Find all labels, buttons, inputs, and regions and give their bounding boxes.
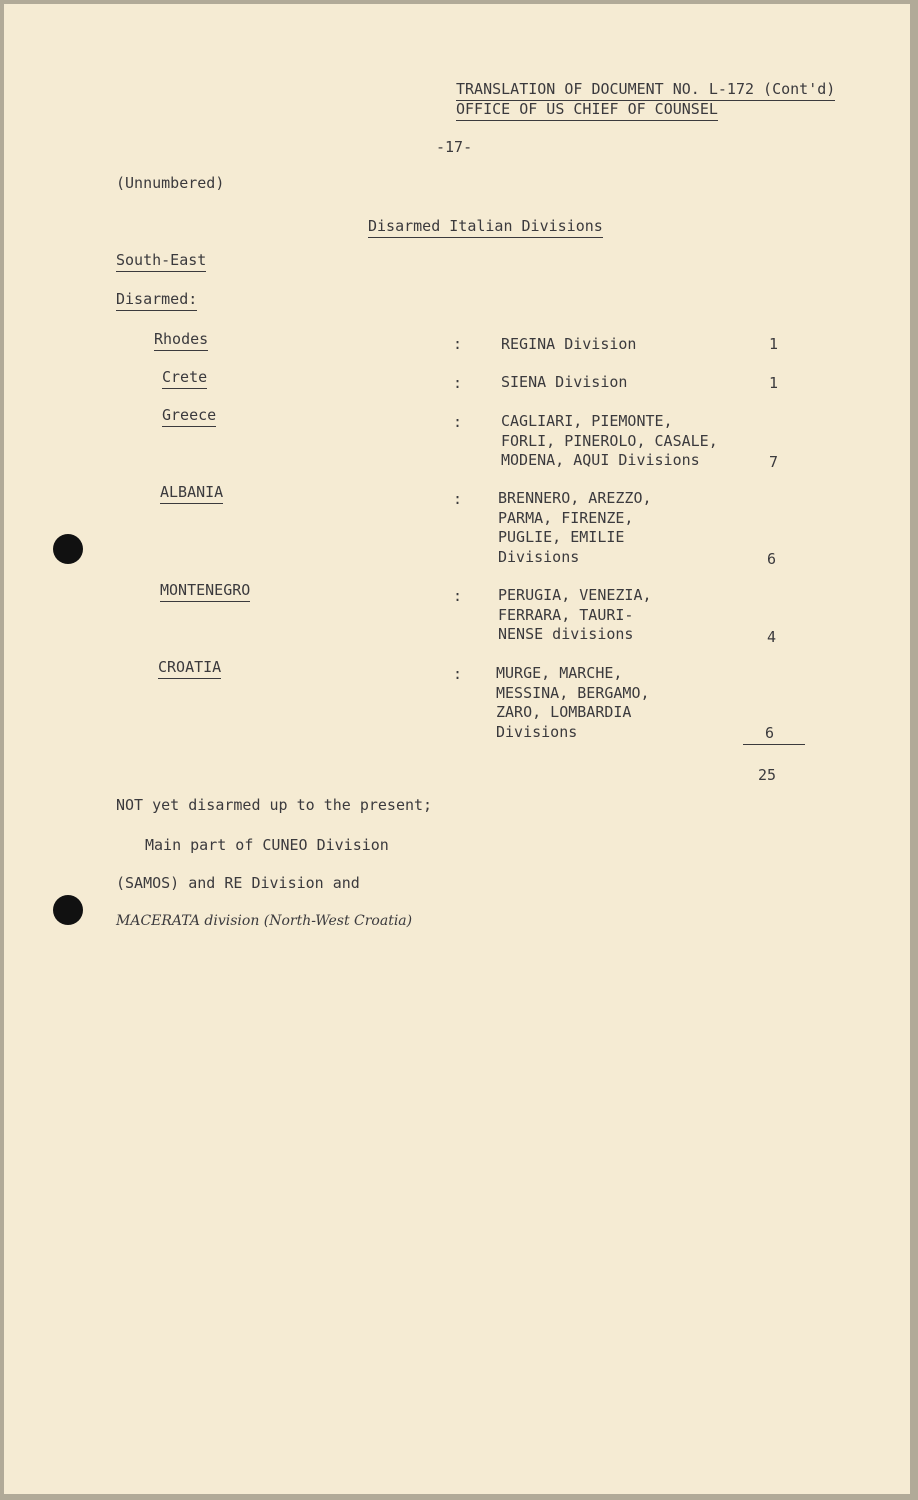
divisions-list: REGINA Division (501, 335, 637, 353)
divisions-list: SIENA Division (501, 373, 628, 391)
unnumbered-note: (Unnumbered) (116, 174, 225, 192)
colon-separator: : (453, 413, 463, 431)
divisions-list: CAGLIARI, PIEMONTE, FORLI, PINEROLO, CASALE, MODENA, AQUI Divisions (501, 412, 718, 469)
division-count: 6 (764, 724, 774, 742)
location-label: Rhodes (154, 330, 208, 351)
divisions-list: MURGE, MARCHE, MESSINA, BERGAMO, ZARO, LOMBARDIA Divisions (496, 664, 650, 741)
location-label: Crete (162, 368, 207, 389)
page-title: Disarmed Italian Divisions (368, 217, 603, 238)
not-disarmed-line: Main part of CUNEO Division (145, 836, 389, 854)
location-label: CROATIA (158, 658, 221, 679)
header-line-1: TRANSLATION OF DOCUMENT NO. L-172 (Cont'd) (456, 80, 835, 101)
sum-rule (743, 744, 805, 745)
punch-hole (53, 895, 83, 925)
location-label: ALBANIA (160, 483, 223, 504)
colon-separator: : (453, 665, 463, 683)
location-label: MONTENEGRO (160, 581, 250, 602)
header-line-2: OFFICE OF US CHIEF OF COUNSEL (456, 100, 718, 121)
divisions-list: PERUGIA, VENEZIA, FERRARA, TAURI- NENSE divisions (498, 586, 652, 643)
division-count: 1 (768, 374, 778, 392)
not-disarmed-line: (SAMOS) and RE Division and (116, 874, 360, 892)
colon-separator: : (453, 490, 463, 508)
division-count: 1 (768, 335, 778, 353)
punch-hole (53, 534, 83, 564)
document-page (4, 4, 910, 1494)
colon-separator: : (453, 374, 463, 392)
divisions-list: BRENNERO, AREZZO, PARMA, FIRENZE, PUGLIE, EMILIE Divisions (498, 489, 652, 566)
division-count: 7 (768, 453, 778, 471)
total-count: 25 (757, 766, 776, 784)
location-label: Greece (162, 406, 216, 427)
colon-separator: : (453, 335, 463, 353)
region-heading: South-East (116, 251, 206, 272)
division-count: 4 (766, 628, 776, 646)
page-number: -17- (436, 138, 473, 156)
division-count: 6 (766, 550, 776, 568)
colon-separator: : (453, 587, 463, 605)
disarmed-heading: Disarmed: (116, 290, 197, 311)
not-disarmed-line: NOT yet disarmed up to the present; (116, 796, 433, 814)
handwritten-line: MACERATA division (North-West Croatia) (116, 913, 413, 929)
